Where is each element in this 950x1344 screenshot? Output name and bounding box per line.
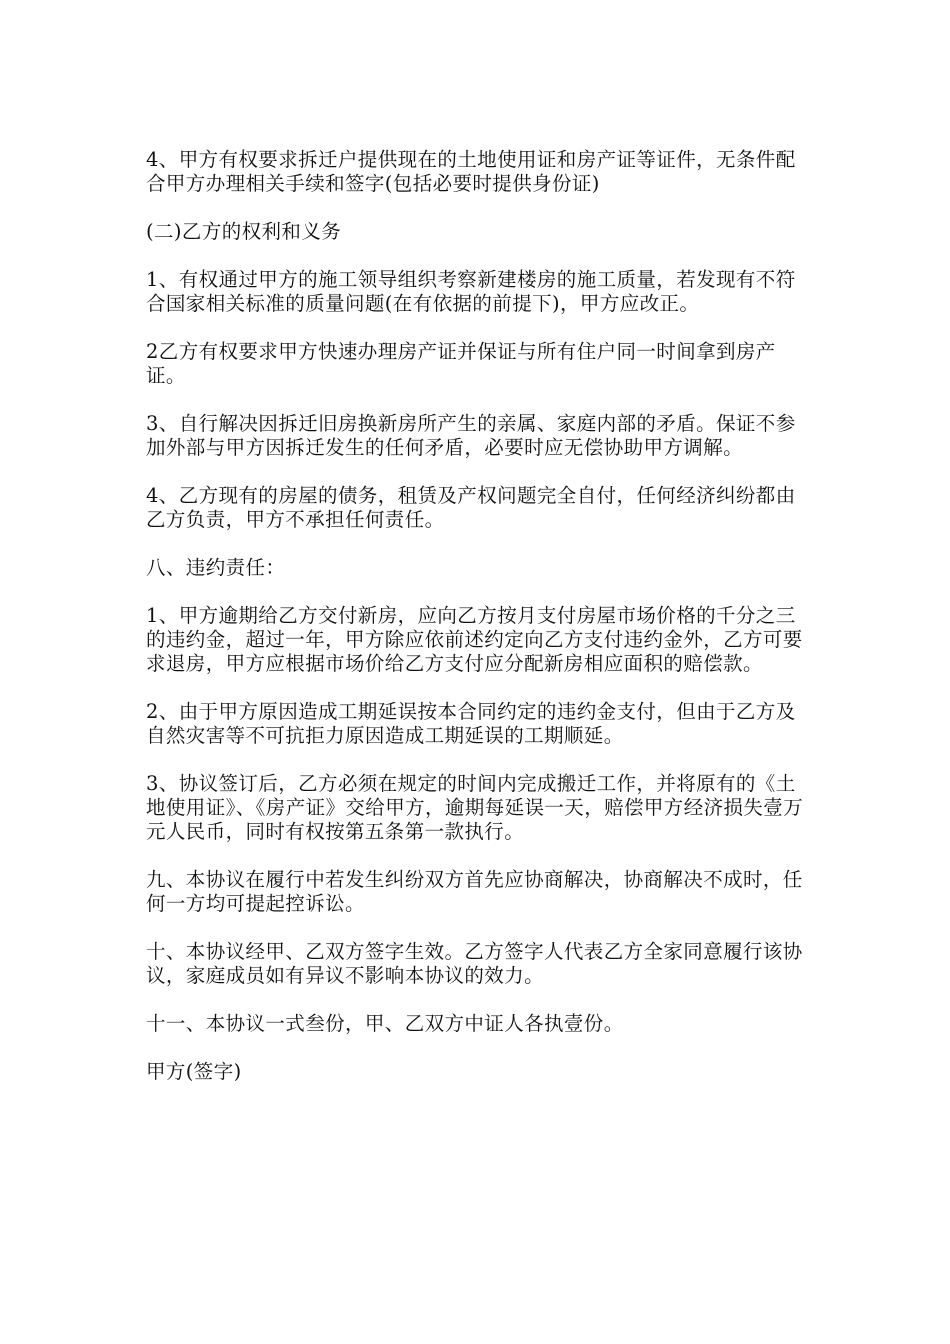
clause-paragraph: 十一、本协议一式叁份，甲、乙双方中证人各执壹份。: [146, 1012, 624, 1035]
clause-paragraph: 2乙方有权要求甲方快速办理房产证并保证与所有住户同一时间拿到房产证。: [146, 340, 776, 387]
clause-paragraph: 1、有权通过甲方的施工领导组织考察新建楼房的施工质量，若发现有不符合国家相关标准的质量问题(在有依据的前提下)，甲方应改正。: [146, 268, 796, 315]
clause-paragraph: 九、本协议在履行中若发生纠纷双方首先应协商解决，协商解决不成时，任何一方均可提起控诉讼。: [146, 868, 803, 915]
clause-paragraph: 4、乙方现有的房屋的债务，租赁及产权问题完全自付，任何经济纠纷都由乙方负责，甲方不承担任何责任。: [146, 484, 796, 531]
clause-paragraph: 2、由于甲方原因造成工期延误按本合同约定的违约金支付，但由于乙方及自然灾害等不可抗拒力原因造成工期延误的工期顺延。: [146, 700, 796, 747]
clause-paragraph: 3、自行解决因拆迁旧房换新房所产生的亲属、家庭内部的矛盾。保证不参加外部与甲方因拆迁发生的任何矛盾，必要时应无偿协助甲方调解。: [146, 412, 796, 459]
clause-paragraph: 十、本协议经甲、乙双方签字生效。乙方签字人代表乙方全家同意履行该协议，家庭成员如有异议不影响本协议的效力。: [146, 940, 803, 987]
section-heading: (二)乙方的权利和义务: [146, 220, 342, 243]
clause-paragraph: 1、甲方逾期给乙方交付新房，应向乙方按月支付房屋市场价格的千分之三的违约金，超过一年，甲方除应依前述约定向乙方支付违约金外，乙方可要求退房，甲方应根据市场价给乙方支付应分配新房相应面积的赔偿款。: [146, 604, 803, 675]
section-heading: 八、违约责任：: [146, 556, 286, 579]
clause-paragraph: 4、甲方有权要求拆迁户提供现在的土地使用证和房产证等证件，无条件配合甲方办理相关手续和签字(包括必要时提供身份证): [146, 148, 796, 195]
signature-label: 甲方(签字): [146, 1060, 242, 1083]
document-body: [146, 148, 811, 1108]
clause-paragraph: 3、协议签订后，乙方必须在规定的时间内完成搬迁工作，并将原有的《土地使用证》、《房产证》交给甲方，逾期每延误一天，赔偿甲方经济损失壹万元人民币，同时有权按第五条第一款执行。: [146, 772, 804, 843]
